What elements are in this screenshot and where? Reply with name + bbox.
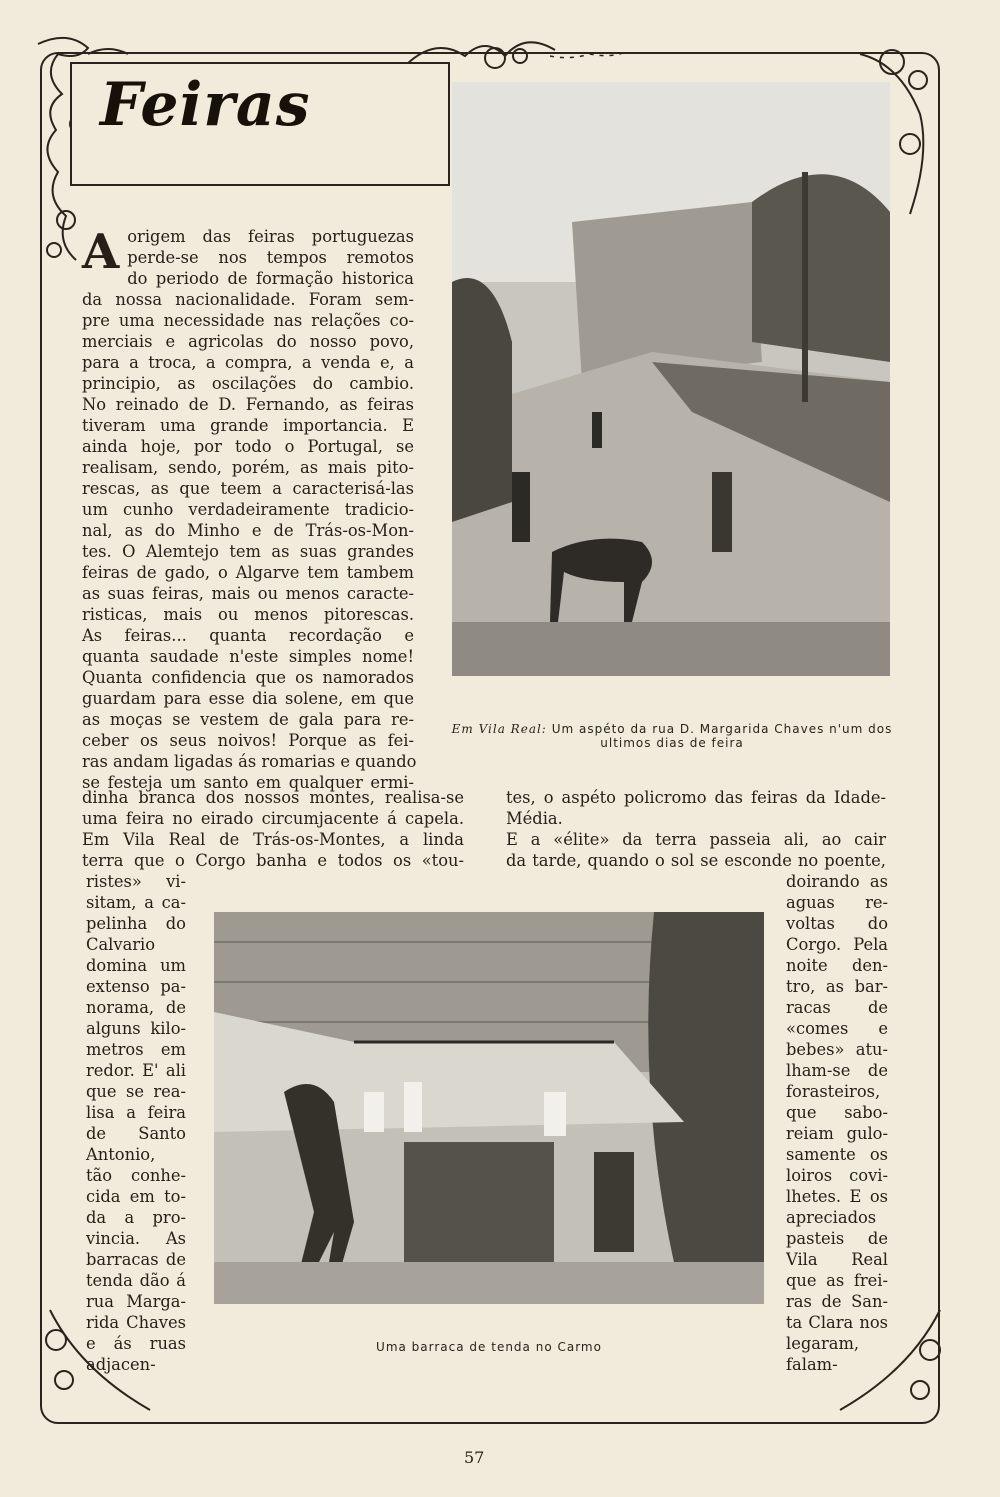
text-line: da a pro- — [86, 1208, 186, 1227]
text-line: falam- — [786, 1355, 838, 1374]
text-line: samente os — [786, 1145, 888, 1164]
col2-narrow-lines — [786, 871, 888, 1375]
text-line: rua Marga- — [86, 1292, 186, 1311]
text-line: ainda hoje, por todo o Portugal, se — [82, 437, 414, 456]
text-line: doirando as — [786, 872, 888, 891]
photo-street-market — [452, 82, 890, 676]
text-line: tenda dão á — [86, 1271, 186, 1290]
text-line: loiros covi- — [786, 1166, 888, 1185]
text-line: quanta saudade n'este simples nome! — [82, 647, 414, 666]
text-line: rida Chaves — [86, 1313, 186, 1332]
text-line: Quanta confidencia que os namorados — [82, 668, 414, 687]
caption-line-2: ultimos dias de feira — [600, 736, 744, 750]
text-line: terra que o Corgo banha e todos os «tou- — [82, 851, 464, 870]
text-line: da tarde, quando o sol se esconde no poente, — [506, 851, 886, 870]
text-line: bebes» atu- — [786, 1040, 888, 1059]
text-line: redor. E' ali — [86, 1061, 186, 1080]
text-line: legaram, — [786, 1334, 860, 1353]
text-line: perde-se nos tempos remotos — [127, 248, 414, 267]
col2-lines — [506, 787, 886, 871]
dropcap-letter: A — [82, 224, 120, 280]
text-line: Em Vila Real de Trás-os-Montes, a linda — [82, 830, 464, 849]
text-line: guardam para esse dia solene, em que — [82, 689, 414, 708]
caption-place: Em Vila Real: — [451, 722, 547, 736]
col1-wide-lines — [82, 787, 464, 871]
text-line: tes, o aspéto policromo das feiras da Idade- — [506, 788, 886, 807]
text-line: rescas, as que teem a caracterisá-las — [82, 479, 414, 498]
text-line: apreciados — [786, 1208, 877, 1227]
text-line: de Santo — [86, 1124, 186, 1143]
text-line: risticas, mais ou menos pitorescas. — [82, 605, 414, 624]
text-line: feiras de gado, o Algarve tem tambem — [82, 563, 414, 582]
text-line: vincia. As — [86, 1229, 186, 1248]
text-line: reiam gulo- — [786, 1124, 888, 1143]
text-line: ceber os seus noivos! Porque as fei- — [82, 731, 414, 750]
col1-top-lines — [82, 226, 417, 793]
text-line: tão conhe- — [86, 1166, 186, 1185]
text-line: pasteis de — [786, 1229, 888, 1248]
text-line: pre uma necessidade nas relações co- — [82, 311, 414, 330]
caption-line-1: Um aspéto da rua D. Margarida Chaves n'um dos — [551, 722, 893, 736]
text-line: que as frei- — [786, 1271, 888, 1290]
photo-tent-stall — [214, 912, 764, 1304]
text-line: um cunho verdadeiramente tradicio- — [82, 500, 414, 519]
text-line: adjacen- — [86, 1355, 156, 1374]
text-line: e ás ruas — [86, 1334, 186, 1353]
text-line: uma feira no eirado circumjacente á capela. — [82, 809, 464, 828]
text-line: pelinha do — [86, 914, 186, 933]
top-photo-caption — [436, 722, 908, 750]
text-line: principio, as oscilações do cambio. — [82, 374, 414, 393]
text-line: as suas feiras, mais ou menos caracte- — [82, 584, 414, 603]
text-line: para a troca, a compra, a venda e, a — [82, 353, 414, 372]
text-line: do periodo de formação historica — [127, 269, 414, 288]
text-line: as moças se vestem de gala para re- — [82, 710, 414, 729]
text-line: norama, de — [86, 998, 186, 1017]
text-line: que sabo- — [786, 1103, 888, 1122]
text-line: forasteiros, — [786, 1082, 881, 1101]
article-title: Feiras — [100, 70, 311, 140]
text-line: da nossa nacionalidade. Foram sem- — [82, 290, 414, 309]
text-line: merciais e agricolas do nosso povo, — [82, 332, 414, 351]
text-line: Média. — [506, 809, 563, 828]
text-line: nal, as do Minho e de Trás-os-Mon- — [82, 521, 414, 540]
text-line: alguns kilo- — [86, 1019, 186, 1038]
text-line: aguas re- — [786, 893, 888, 912]
text-line: Calvario — [86, 935, 156, 954]
text-line: origem das feiras portuguezas — [127, 227, 414, 246]
text-line: tro, as bar- — [786, 977, 888, 996]
text-line: Corgo. Pela — [786, 935, 888, 954]
text-line: As feiras... quanta recordação e — [82, 626, 414, 645]
text-line: «comes e — [786, 1019, 888, 1038]
text-line: E a «élite» da terra passeia ali, ao cair — [506, 830, 886, 849]
text-line: barracas de — [86, 1250, 186, 1269]
text-line: Antonio, — [86, 1145, 156, 1164]
text-line: ristes» vi- — [86, 872, 186, 891]
col1-narrow-lines — [86, 871, 186, 1375]
text-line: ras de San- — [786, 1292, 888, 1311]
text-line: ta Clara nos — [786, 1313, 888, 1332]
text-line: realisam, sendo, porém, as mais pito- — [82, 458, 414, 477]
text-line: Vila Real — [786, 1250, 888, 1269]
bottom-photo-caption: Uma barraca de tenda no Carmo — [376, 1340, 602, 1354]
text-line: noite den- — [786, 956, 888, 975]
text-line: ras andam ligadas ás romarias e quando — [82, 752, 417, 771]
text-line: lhetes. E os — [786, 1187, 888, 1206]
text-line: sitam, a ca- — [86, 893, 186, 912]
text-line: se festeja um santo em qualquer ermi- — [82, 773, 414, 792]
text-line: lisa a feira — [86, 1103, 186, 1122]
text-line: cida em to- — [86, 1187, 186, 1206]
text-line: tes. O Alemtejo tem as suas grandes — [82, 542, 414, 561]
text-line: tiveram uma grande importancia. E — [82, 416, 414, 435]
text-line: No reinado de D. Fernando, as feiras — [82, 395, 414, 414]
text-line: racas de — [786, 998, 888, 1017]
text-line: voltas do — [786, 914, 888, 933]
text-line: metros em — [86, 1040, 186, 1059]
col1-top-text — [82, 224, 417, 793]
text-line: dinha branca dos nossos montes, realisa-se — [82, 788, 464, 807]
page-number: 57 — [464, 1448, 485, 1467]
text-line: lham-se de — [786, 1061, 888, 1080]
text-line: extenso pa- — [86, 977, 186, 996]
text-line: domina um — [86, 956, 186, 975]
text-line: que se rea- — [86, 1082, 186, 1101]
